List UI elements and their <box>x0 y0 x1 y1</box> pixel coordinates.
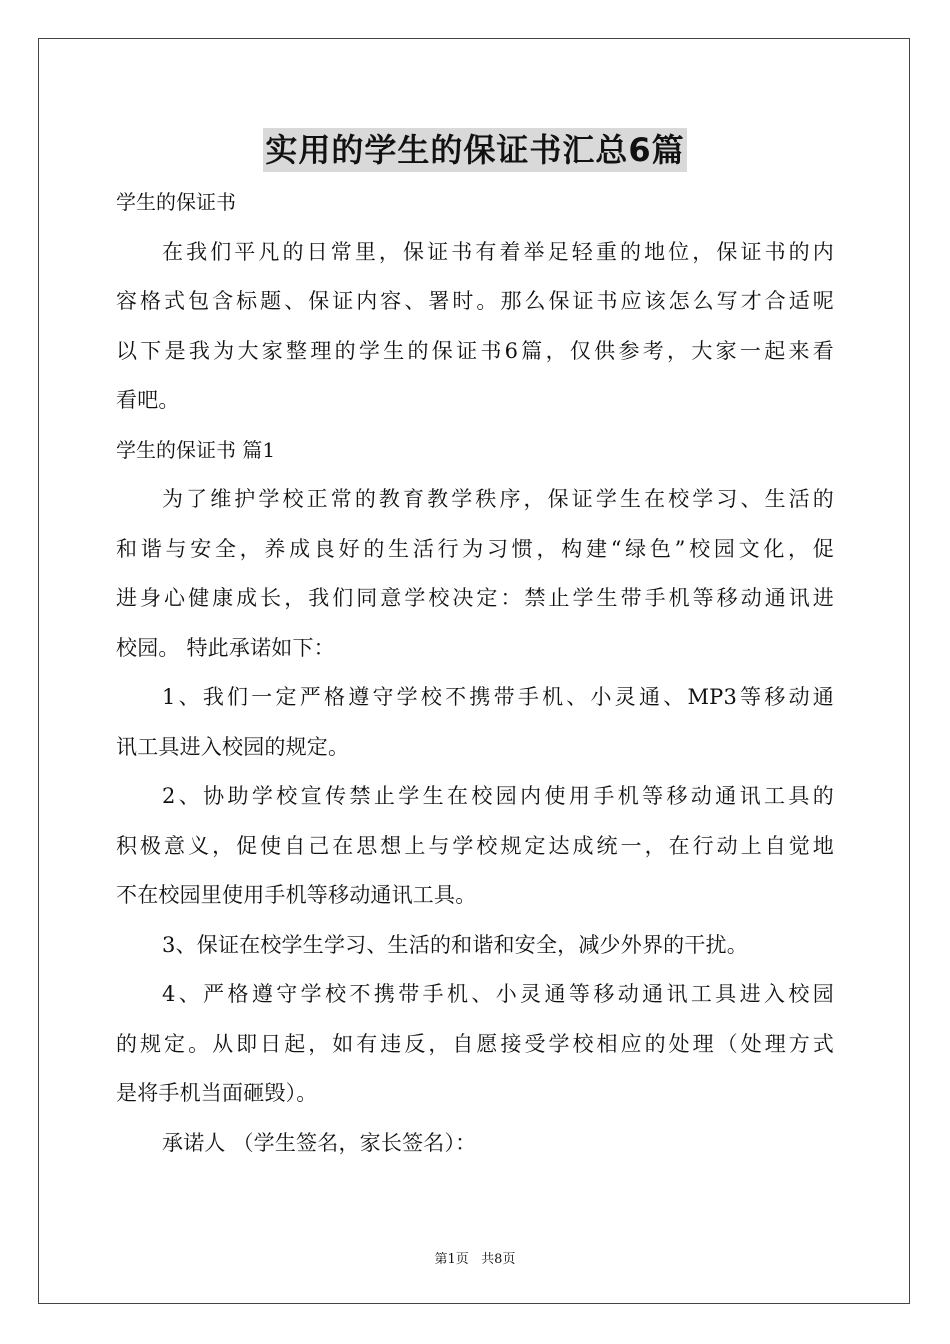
paragraph-line: 校园。 特此承诺如下： <box>116 635 335 660</box>
pledge-line: 讯工具进入校园的规定。 <box>116 734 350 759</box>
title-container <box>0 128 950 172</box>
pledge-line: 4、严格遵守学校不携带手机、小灵通等移动通讯工具进入校园 <box>162 982 834 1006</box>
intro-line: 容格式包含标题、保证内容、署时。那么保证书应该怎么写才合适呢 <box>116 289 834 313</box>
intro-paragraph <box>116 228 834 426</box>
pledge-line: 2、协助学校宣传禁止学生在校园内使用手机等移动通讯工具的 <box>162 784 834 808</box>
pledge-line: 1、我们一定严格遵守学校不携带手机、小灵通、MP3等移动通 <box>162 685 834 709</box>
pledge-item-3 <box>116 921 834 971</box>
pledge-line: 是将手机当面砸毁）。 <box>116 1081 318 1105</box>
paragraph-1 <box>116 475 834 673</box>
page-number: 第1页 共8页 <box>434 1252 516 1267</box>
pledge-item-4 <box>116 970 834 1119</box>
pledge-line: 不在校园里使用手机等移动通讯工具。 <box>116 883 477 907</box>
paragraph-line: 为了维护学校正常的教育教学秩序，保证学生在校学习、生活的 <box>162 487 834 511</box>
pledge-line: 3、保证在校学生学习、生活的和谐和安全，减少外界的干扰。 <box>162 932 748 957</box>
intro-line: 看吧。 <box>116 388 180 412</box>
intro-line: 以下是我为大家整理的学生的保证书6篇，仅供参考，大家一起来看 <box>116 338 834 363</box>
pledge-line: 积极意义，促使自己在思想上与学校规定达成统一，在行动上自觉地 <box>116 833 834 858</box>
paragraph-line: 和谐与安全，养成良好的生活行为习惯，构建“绿色”校园文化，促 <box>116 536 834 561</box>
signature-line: 承诺人 （学生签名，家长签名）： <box>162 1130 477 1155</box>
document-title: 实用的学生的保证书汇总6篇 <box>263 128 686 172</box>
section-heading: 学生的保证书 <box>116 190 236 214</box>
pledge-item-2 <box>116 772 834 921</box>
document-body <box>116 178 834 1168</box>
part-heading: 学生的保证书 篇1 <box>116 437 276 462</box>
paragraph-line: 进身心健康成长，我们同意学校决定：禁止学生带手机等移动通讯进 <box>116 586 834 610</box>
pledge-item-1 <box>116 673 834 772</box>
intro-line: 在我们平凡的日常里，保证书有着举足轻重的地位，保证书的内 <box>162 239 834 264</box>
page-footer <box>0 1248 950 1267</box>
pledge-line: 的规定。从即日起，如有违反，自愿接受学校相应的处理（处理方式 <box>116 1031 834 1056</box>
